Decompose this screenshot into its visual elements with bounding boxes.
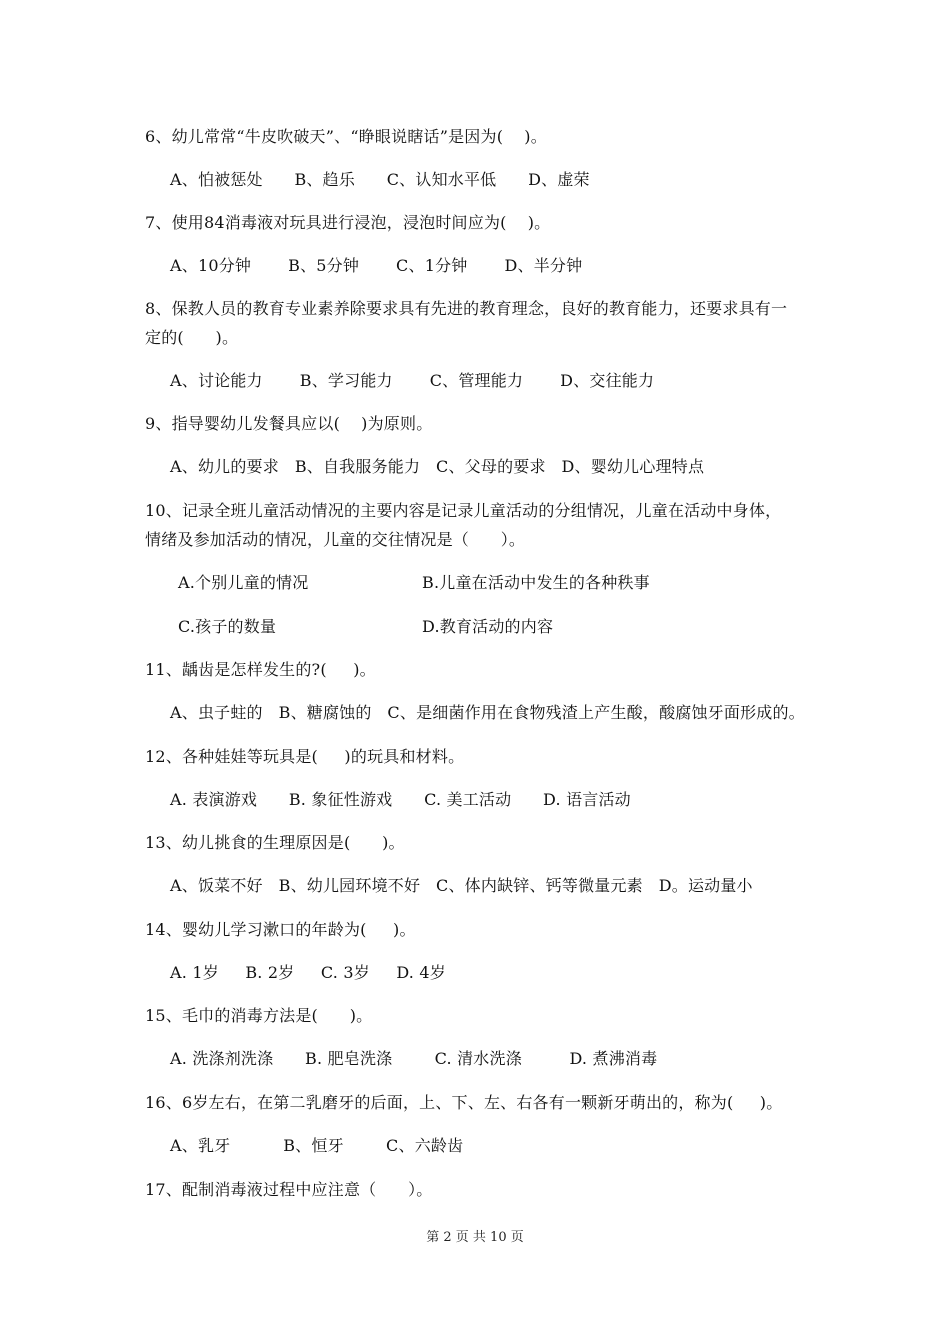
page-number-footer: 第 2 页 共 10 页 bbox=[426, 1230, 524, 1245]
question-15-options: A. 洗涤剂洗涤 B. 肥皂洗涤 C. 清水洗涤 D. 煮沸消毒 bbox=[170, 1049, 658, 1068]
question-9-stem: 9、指导婴幼儿发餐具应以( )为原则。 bbox=[145, 414, 433, 433]
question-11-options: A、虫子蛀的 B、糖腐蚀的 C、是细菌作用在食物残渣上产生酸，酸腐蚀牙面形成的。 bbox=[170, 703, 805, 722]
question-10-stem-line-2: 情绪及参加活动的情况，儿童的交往情况是（ ）。 bbox=[145, 530, 526, 549]
question-14-options: A. 1岁 B. 2岁 C. 3岁 D. 4岁 bbox=[170, 963, 446, 982]
question-10-option-c: C.孩子的数量 bbox=[178, 617, 277, 636]
question-10-option-a: A.个别儿童的情况 bbox=[178, 573, 309, 592]
question-16-stem: 16、6岁左右，在第二乳磨牙的后面，上、下、左、右各有一颗新牙萌出的，称为( )。 bbox=[145, 1093, 783, 1112]
question-13-stem: 13、幼儿挑食的生理原因是( )。 bbox=[145, 833, 405, 852]
question-15-stem: 15、毛巾的消毒方法是( )。 bbox=[145, 1006, 373, 1025]
question-10-option-b: B.儿童在活动中发生的各种秩事 bbox=[422, 573, 650, 592]
question-17-stem: 17、配制消毒液过程中应注意（ ）。 bbox=[145, 1180, 433, 1199]
question-6-options: A、怕被惩处 B、趋乐 C、认知水平低 D、虚荣 bbox=[170, 170, 590, 189]
question-10-stem-line-1: 10、记录全班儿童活动情况的主要内容是记录儿童活动的分组情况，儿童在活动中身体， bbox=[145, 501, 782, 520]
question-9-options: A、幼儿的要求 B、自我服务能力 C、父母的要求 D、婴幼儿心理特点 bbox=[170, 457, 705, 476]
question-14-stem: 14、婴幼儿学习漱口的年龄为( )。 bbox=[145, 920, 416, 939]
question-8-stem-line-2: 定的( )。 bbox=[145, 328, 239, 347]
question-10-option-d: D.教育活动的内容 bbox=[422, 617, 554, 636]
question-7-options: A、10分钟 B、5分钟 C、1分钟 D、半分钟 bbox=[170, 256, 583, 275]
question-6-stem: 6、幼儿常常“牛皮吹破天”、“睁眼说瞎话”是因为( )。 bbox=[145, 127, 547, 146]
question-8-options: A、讨论能力 B、学习能力 C、管理能力 D、交往能力 bbox=[170, 371, 655, 390]
question-7-stem: 7、使用84消毒液对玩具进行浸泡，浸泡时间应为( )。 bbox=[145, 213, 551, 232]
question-12-stem: 12、各种娃娃等玩具是( )的玩具和材料。 bbox=[145, 747, 465, 766]
question-8-stem-line-1: 8、保教人员的教育专业素养除要求具有先进的教育理念，良好的教育能力，还要求具有一 bbox=[145, 299, 788, 318]
question-13-options: A、饭菜不好 B、幼儿园环境不好 C、体内缺锌、钙等微量元素 D。运动量小 bbox=[170, 876, 753, 895]
question-11-stem: 11、龋齿是怎样发生的?( )。 bbox=[145, 660, 376, 679]
question-16-options: A、乳牙 B、恒牙 C、六龄齿 bbox=[170, 1136, 464, 1155]
question-12-options: A. 表演游戏 B. 象征性游戏 C. 美工活动 D. 语言活动 bbox=[170, 790, 631, 809]
